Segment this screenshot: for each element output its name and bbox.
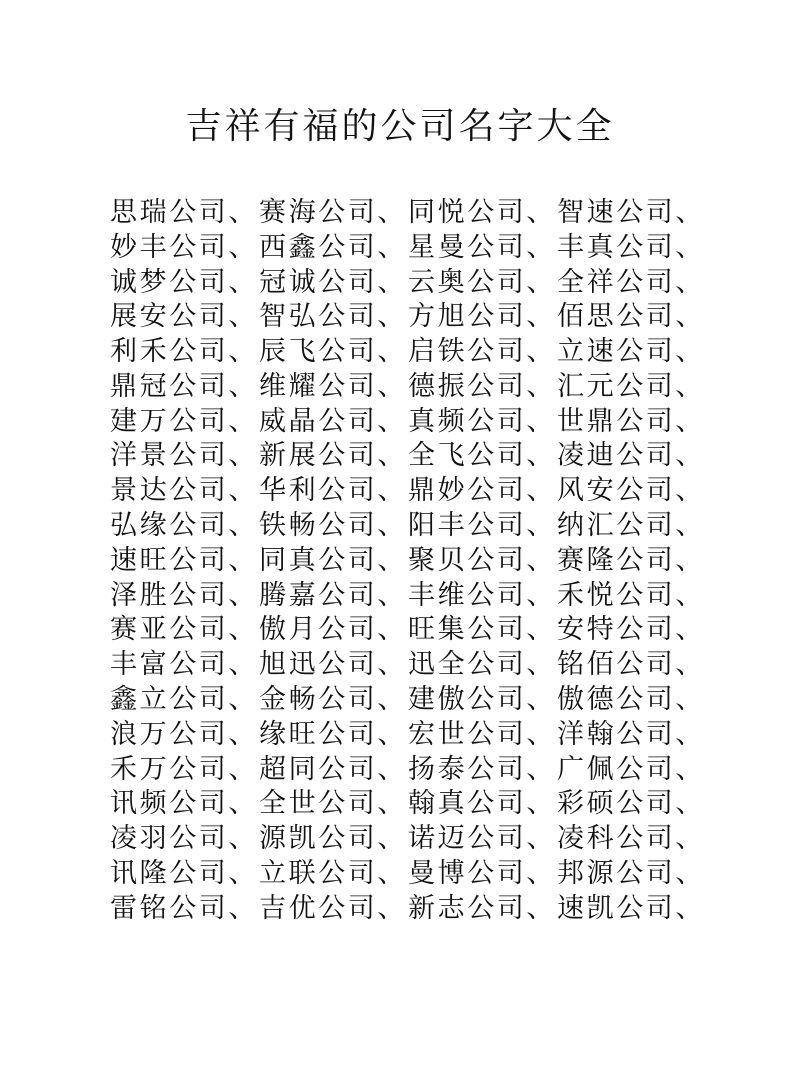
separator: 、: [675, 579, 706, 611]
company-name: 翰真公司: [408, 788, 527, 820]
company-name-item: [557, 573, 706, 612]
name-row: [110, 644, 730, 679]
separator: 、: [377, 892, 408, 924]
company-name: 洋景公司: [110, 440, 229, 472]
company-name-item: [110, 399, 259, 438]
company-name-item: [408, 573, 557, 612]
company-name: 雷铭公司: [110, 892, 229, 924]
separator: 、: [377, 405, 408, 437]
company-name: 妙丰公司: [110, 231, 229, 263]
company-name-item: [557, 260, 706, 299]
company-name: 德振公司: [408, 370, 527, 402]
separator: 、: [377, 579, 408, 611]
company-name: 丰维公司: [408, 579, 527, 611]
name-row: [110, 470, 730, 505]
company-name-item: [259, 747, 408, 786]
company-name-item: [259, 538, 408, 577]
separator: 、: [377, 301, 408, 333]
separator: 、: [228, 892, 259, 924]
company-name-item: [408, 747, 557, 786]
separator: 、: [377, 649, 408, 681]
separator: 、: [675, 718, 706, 750]
company-name-item: [408, 816, 557, 855]
company-name: 全飞公司: [408, 440, 527, 472]
separator: 、: [228, 475, 259, 507]
company-name-item: [259, 364, 408, 403]
separator: 、: [526, 196, 557, 228]
company-name-item: [110, 260, 259, 299]
separator: 、: [526, 718, 557, 750]
separator: 、: [675, 858, 706, 890]
company-name-item: [408, 225, 557, 264]
company-name-item: [259, 260, 408, 299]
name-row: [110, 749, 730, 784]
company-name: 讯频公司: [110, 788, 229, 820]
separator: 、: [675, 196, 706, 228]
name-row: [110, 505, 730, 540]
company-name: 禾悦公司: [557, 579, 676, 611]
separator: 、: [228, 231, 259, 263]
company-name: 展安公司: [110, 301, 229, 333]
company-name: 傲月公司: [259, 614, 378, 646]
separator: 、: [228, 336, 259, 368]
company-name: 凌迪公司: [557, 440, 676, 472]
separator: 、: [675, 440, 706, 472]
company-name: 洋翰公司: [557, 718, 676, 750]
company-name: 真频公司: [408, 405, 527, 437]
company-name-item: [557, 781, 706, 820]
name-row: [110, 818, 730, 853]
company-name: 速旺公司: [110, 544, 229, 576]
separator: 、: [377, 684, 408, 716]
name-row: [110, 679, 730, 714]
separator: 、: [526, 614, 557, 646]
company-name: 旭迅公司: [259, 649, 378, 681]
company-name-item: [408, 712, 557, 751]
separator: 、: [526, 510, 557, 542]
company-name: 鼎妙公司: [408, 475, 527, 507]
company-name-item: [408, 886, 557, 925]
company-name-item: [259, 294, 408, 333]
company-name: 佰思公司: [557, 301, 676, 333]
company-name: 铭佰公司: [557, 649, 676, 681]
company-name: 赛亚公司: [110, 614, 229, 646]
company-name-item: [259, 642, 408, 681]
company-name-item: [259, 225, 408, 264]
company-name-item: [408, 329, 557, 368]
company-name-item: [110, 503, 259, 542]
company-name: 铁畅公司: [259, 510, 378, 542]
company-name-item: [557, 886, 706, 925]
company-name: 全祥公司: [557, 266, 676, 298]
company-name-item: [408, 607, 557, 646]
company-name-item: [110, 642, 259, 681]
company-name-item: [557, 399, 706, 438]
name-row: [110, 296, 730, 331]
company-name: 景达公司: [110, 475, 229, 507]
company-name-item: [408, 399, 557, 438]
separator: 、: [526, 440, 557, 472]
company-name-item: [110, 468, 259, 507]
company-name-item: [557, 329, 706, 368]
separator: 、: [377, 858, 408, 890]
separator: 、: [675, 823, 706, 855]
company-name: 源凯公司: [259, 823, 378, 855]
company-name: 启铁公司: [408, 336, 527, 368]
company-name-item: [408, 190, 557, 229]
company-name: 鑫立公司: [110, 684, 229, 716]
company-name: 汇元公司: [557, 370, 676, 402]
company-name: 冠诚公司: [259, 266, 378, 298]
separator: 、: [526, 753, 557, 785]
separator: 、: [228, 858, 259, 890]
separator: 、: [526, 405, 557, 437]
separator: 、: [526, 892, 557, 924]
separator: 、: [526, 579, 557, 611]
separator: 、: [228, 823, 259, 855]
separator: 、: [377, 370, 408, 402]
company-name-item: [557, 851, 706, 890]
separator: 、: [377, 718, 408, 750]
separator: 、: [526, 858, 557, 890]
company-name-item: [259, 607, 408, 646]
separator: 、: [526, 788, 557, 820]
separator: 、: [675, 544, 706, 576]
company-name-item: [110, 816, 259, 855]
company-name-item: [557, 677, 706, 716]
company-name: 维耀公司: [259, 370, 378, 402]
company-name-item: [557, 364, 706, 403]
separator: 、: [526, 475, 557, 507]
company-name: 缘旺公司: [259, 718, 378, 750]
company-name: 星曼公司: [408, 231, 527, 263]
company-name-item: [110, 677, 259, 716]
company-name: 立速公司: [557, 336, 676, 368]
company-name: 辰飞公司: [259, 336, 378, 368]
separator: 、: [526, 823, 557, 855]
separator: 、: [526, 336, 557, 368]
separator: 、: [377, 544, 408, 576]
company-name-item: [408, 468, 557, 507]
separator: 、: [526, 266, 557, 298]
separator: 、: [675, 510, 706, 542]
company-name: 建傲公司: [408, 684, 527, 716]
company-name: 弘缘公司: [110, 510, 229, 542]
company-name-item: [408, 851, 557, 890]
separator: 、: [228, 266, 259, 298]
separator: 、: [526, 684, 557, 716]
separator: 、: [675, 336, 706, 368]
company-name-item: [259, 468, 408, 507]
company-name: 禾万公司: [110, 753, 229, 785]
separator: 、: [526, 544, 557, 576]
separator: 、: [526, 301, 557, 333]
company-name: 丰真公司: [557, 231, 676, 263]
separator: 、: [377, 196, 408, 228]
company-name-item: [557, 642, 706, 681]
company-name-list: [110, 192, 730, 923]
separator: 、: [228, 544, 259, 576]
company-name: 阳丰公司: [408, 510, 527, 542]
company-name-item: [408, 364, 557, 403]
company-name-item: [259, 329, 408, 368]
company-name: 新志公司: [408, 892, 527, 924]
separator: 、: [228, 718, 259, 750]
company-name: 速凯公司: [557, 892, 676, 924]
company-name: 丰富公司: [110, 649, 229, 681]
name-row: [110, 262, 730, 297]
separator: 、: [675, 892, 706, 924]
company-name-item: [110, 329, 259, 368]
separator: 、: [377, 266, 408, 298]
name-row: [110, 366, 730, 401]
company-name-item: [557, 816, 706, 855]
company-name: 鼎冠公司: [110, 370, 229, 402]
company-name: 风安公司: [557, 475, 676, 507]
separator: 、: [526, 649, 557, 681]
separator: 、: [675, 405, 706, 437]
company-name-item: [408, 642, 557, 681]
separator: 、: [377, 614, 408, 646]
name-row: [110, 714, 730, 749]
company-name: 腾嘉公司: [259, 579, 378, 611]
company-name: 扬泰公司: [408, 753, 527, 785]
company-name: 傲德公司: [557, 684, 676, 716]
company-name-item: [408, 433, 557, 472]
company-name-item: [259, 677, 408, 716]
separator: 、: [377, 475, 408, 507]
company-name: 讯隆公司: [110, 858, 229, 890]
company-name-item: [408, 294, 557, 333]
separator: 、: [675, 231, 706, 263]
company-name-item: [110, 712, 259, 751]
company-name-item: [259, 190, 408, 229]
company-name-item: [110, 190, 259, 229]
company-name: 邦源公司: [557, 858, 676, 890]
company-name: 西鑫公司: [259, 231, 378, 263]
separator: 、: [675, 788, 706, 820]
company-name: 泽胜公司: [110, 579, 229, 611]
separator: 、: [526, 370, 557, 402]
company-name: 智弘公司: [259, 301, 378, 333]
company-name: 广佩公司: [557, 753, 676, 785]
company-name: 利禾公司: [110, 336, 229, 368]
separator: 、: [228, 405, 259, 437]
company-name-item: [259, 886, 408, 925]
company-name: 诚梦公司: [110, 266, 229, 298]
company-name: 聚贝公司: [408, 544, 527, 576]
company-name: 云奥公司: [408, 266, 527, 298]
separator: 、: [377, 440, 408, 472]
separator: 、: [377, 510, 408, 542]
company-name: 凌科公司: [557, 823, 676, 855]
company-name: 威晶公司: [259, 405, 378, 437]
company-name: 旺集公司: [408, 614, 527, 646]
company-name-item: [408, 538, 557, 577]
separator: 、: [228, 370, 259, 402]
company-name-item: [110, 886, 259, 925]
separator: 、: [675, 614, 706, 646]
separator: 、: [675, 301, 706, 333]
separator: 、: [675, 753, 706, 785]
company-name: 诺迈公司: [408, 823, 527, 855]
company-name-item: [408, 677, 557, 716]
name-row: [110, 888, 730, 923]
company-name-item: [110, 851, 259, 890]
separator: 、: [377, 231, 408, 263]
company-name-item: [110, 538, 259, 577]
company-name-item: [557, 538, 706, 577]
company-name-item: [110, 573, 259, 612]
separator: 、: [228, 753, 259, 785]
separator: 、: [675, 649, 706, 681]
company-name: 思瑞公司: [110, 196, 229, 228]
separator: 、: [377, 336, 408, 368]
separator: 、: [377, 788, 408, 820]
company-name-item: [557, 712, 706, 751]
company-name: 凌羽公司: [110, 823, 229, 855]
company-name-item: [110, 781, 259, 820]
name-row: [110, 610, 730, 645]
separator: 、: [228, 684, 259, 716]
company-name-item: [110, 433, 259, 472]
name-row: [110, 192, 730, 227]
company-name-item: [557, 190, 706, 229]
company-name: 同真公司: [259, 544, 378, 576]
separator: 、: [228, 579, 259, 611]
company-name-item: [110, 607, 259, 646]
company-name-item: [259, 503, 408, 542]
company-name: 安特公司: [557, 614, 676, 646]
company-name: 赛隆公司: [557, 544, 676, 576]
company-name-item: [259, 573, 408, 612]
name-row: [110, 784, 730, 819]
company-name: 宏世公司: [408, 718, 527, 750]
name-row: [110, 331, 730, 366]
company-name: 建万公司: [110, 405, 229, 437]
name-row: [110, 540, 730, 575]
name-row: [110, 853, 730, 888]
separator: 、: [377, 823, 408, 855]
company-name-item: [259, 433, 408, 472]
company-name-item: [557, 433, 706, 472]
separator: 、: [675, 370, 706, 402]
company-name: 超同公司: [259, 753, 378, 785]
name-row: [110, 227, 730, 262]
company-name-item: [110, 294, 259, 333]
company-name: 金畅公司: [259, 684, 378, 716]
company-name-item: [110, 747, 259, 786]
company-name-item: [408, 781, 557, 820]
separator: 、: [675, 684, 706, 716]
separator: 、: [228, 301, 259, 333]
separator: 、: [675, 266, 706, 298]
company-name-item: [259, 816, 408, 855]
company-name: 浪万公司: [110, 718, 229, 750]
separator: 、: [228, 649, 259, 681]
separator: 、: [377, 753, 408, 785]
company-name: 新展公司: [259, 440, 378, 472]
name-row: [110, 436, 730, 471]
company-name: 吉优公司: [259, 892, 378, 924]
separator: 、: [228, 510, 259, 542]
company-name-item: [259, 851, 408, 890]
separator: 、: [228, 196, 259, 228]
separator: 、: [675, 475, 706, 507]
company-name: 纳汇公司: [557, 510, 676, 542]
company-name: 赛海公司: [259, 196, 378, 228]
separator: 、: [228, 788, 259, 820]
company-name: 立联公司: [259, 858, 378, 890]
separator: 、: [526, 231, 557, 263]
company-name: 智速公司: [557, 196, 676, 228]
company-name: 彩硕公司: [557, 788, 676, 820]
company-name-item: [557, 468, 706, 507]
company-name-item: [557, 607, 706, 646]
company-name: 同悦公司: [408, 196, 527, 228]
company-name-item: [557, 747, 706, 786]
company-name: 全世公司: [259, 788, 378, 820]
page-title: 吉祥有福的公司名字大全: [185, 106, 615, 147]
company-name-item: [110, 225, 259, 264]
company-name: 迅全公司: [408, 649, 527, 681]
company-name-item: [557, 503, 706, 542]
company-name-item: [259, 399, 408, 438]
company-name-item: [259, 781, 408, 820]
company-name: 华利公司: [259, 475, 378, 507]
company-name-item: [408, 503, 557, 542]
company-name-item: [408, 260, 557, 299]
company-name: 世鼎公司: [557, 405, 676, 437]
company-name-item: [557, 225, 706, 264]
company-name-item: [259, 712, 408, 751]
name-row: [110, 575, 730, 610]
name-row: [110, 401, 730, 436]
company-name: 曼博公司: [408, 858, 527, 890]
company-name-item: [110, 364, 259, 403]
separator: 、: [228, 614, 259, 646]
company-name-item: [557, 294, 706, 333]
company-name: 方旭公司: [408, 301, 527, 333]
separator: 、: [228, 440, 259, 472]
